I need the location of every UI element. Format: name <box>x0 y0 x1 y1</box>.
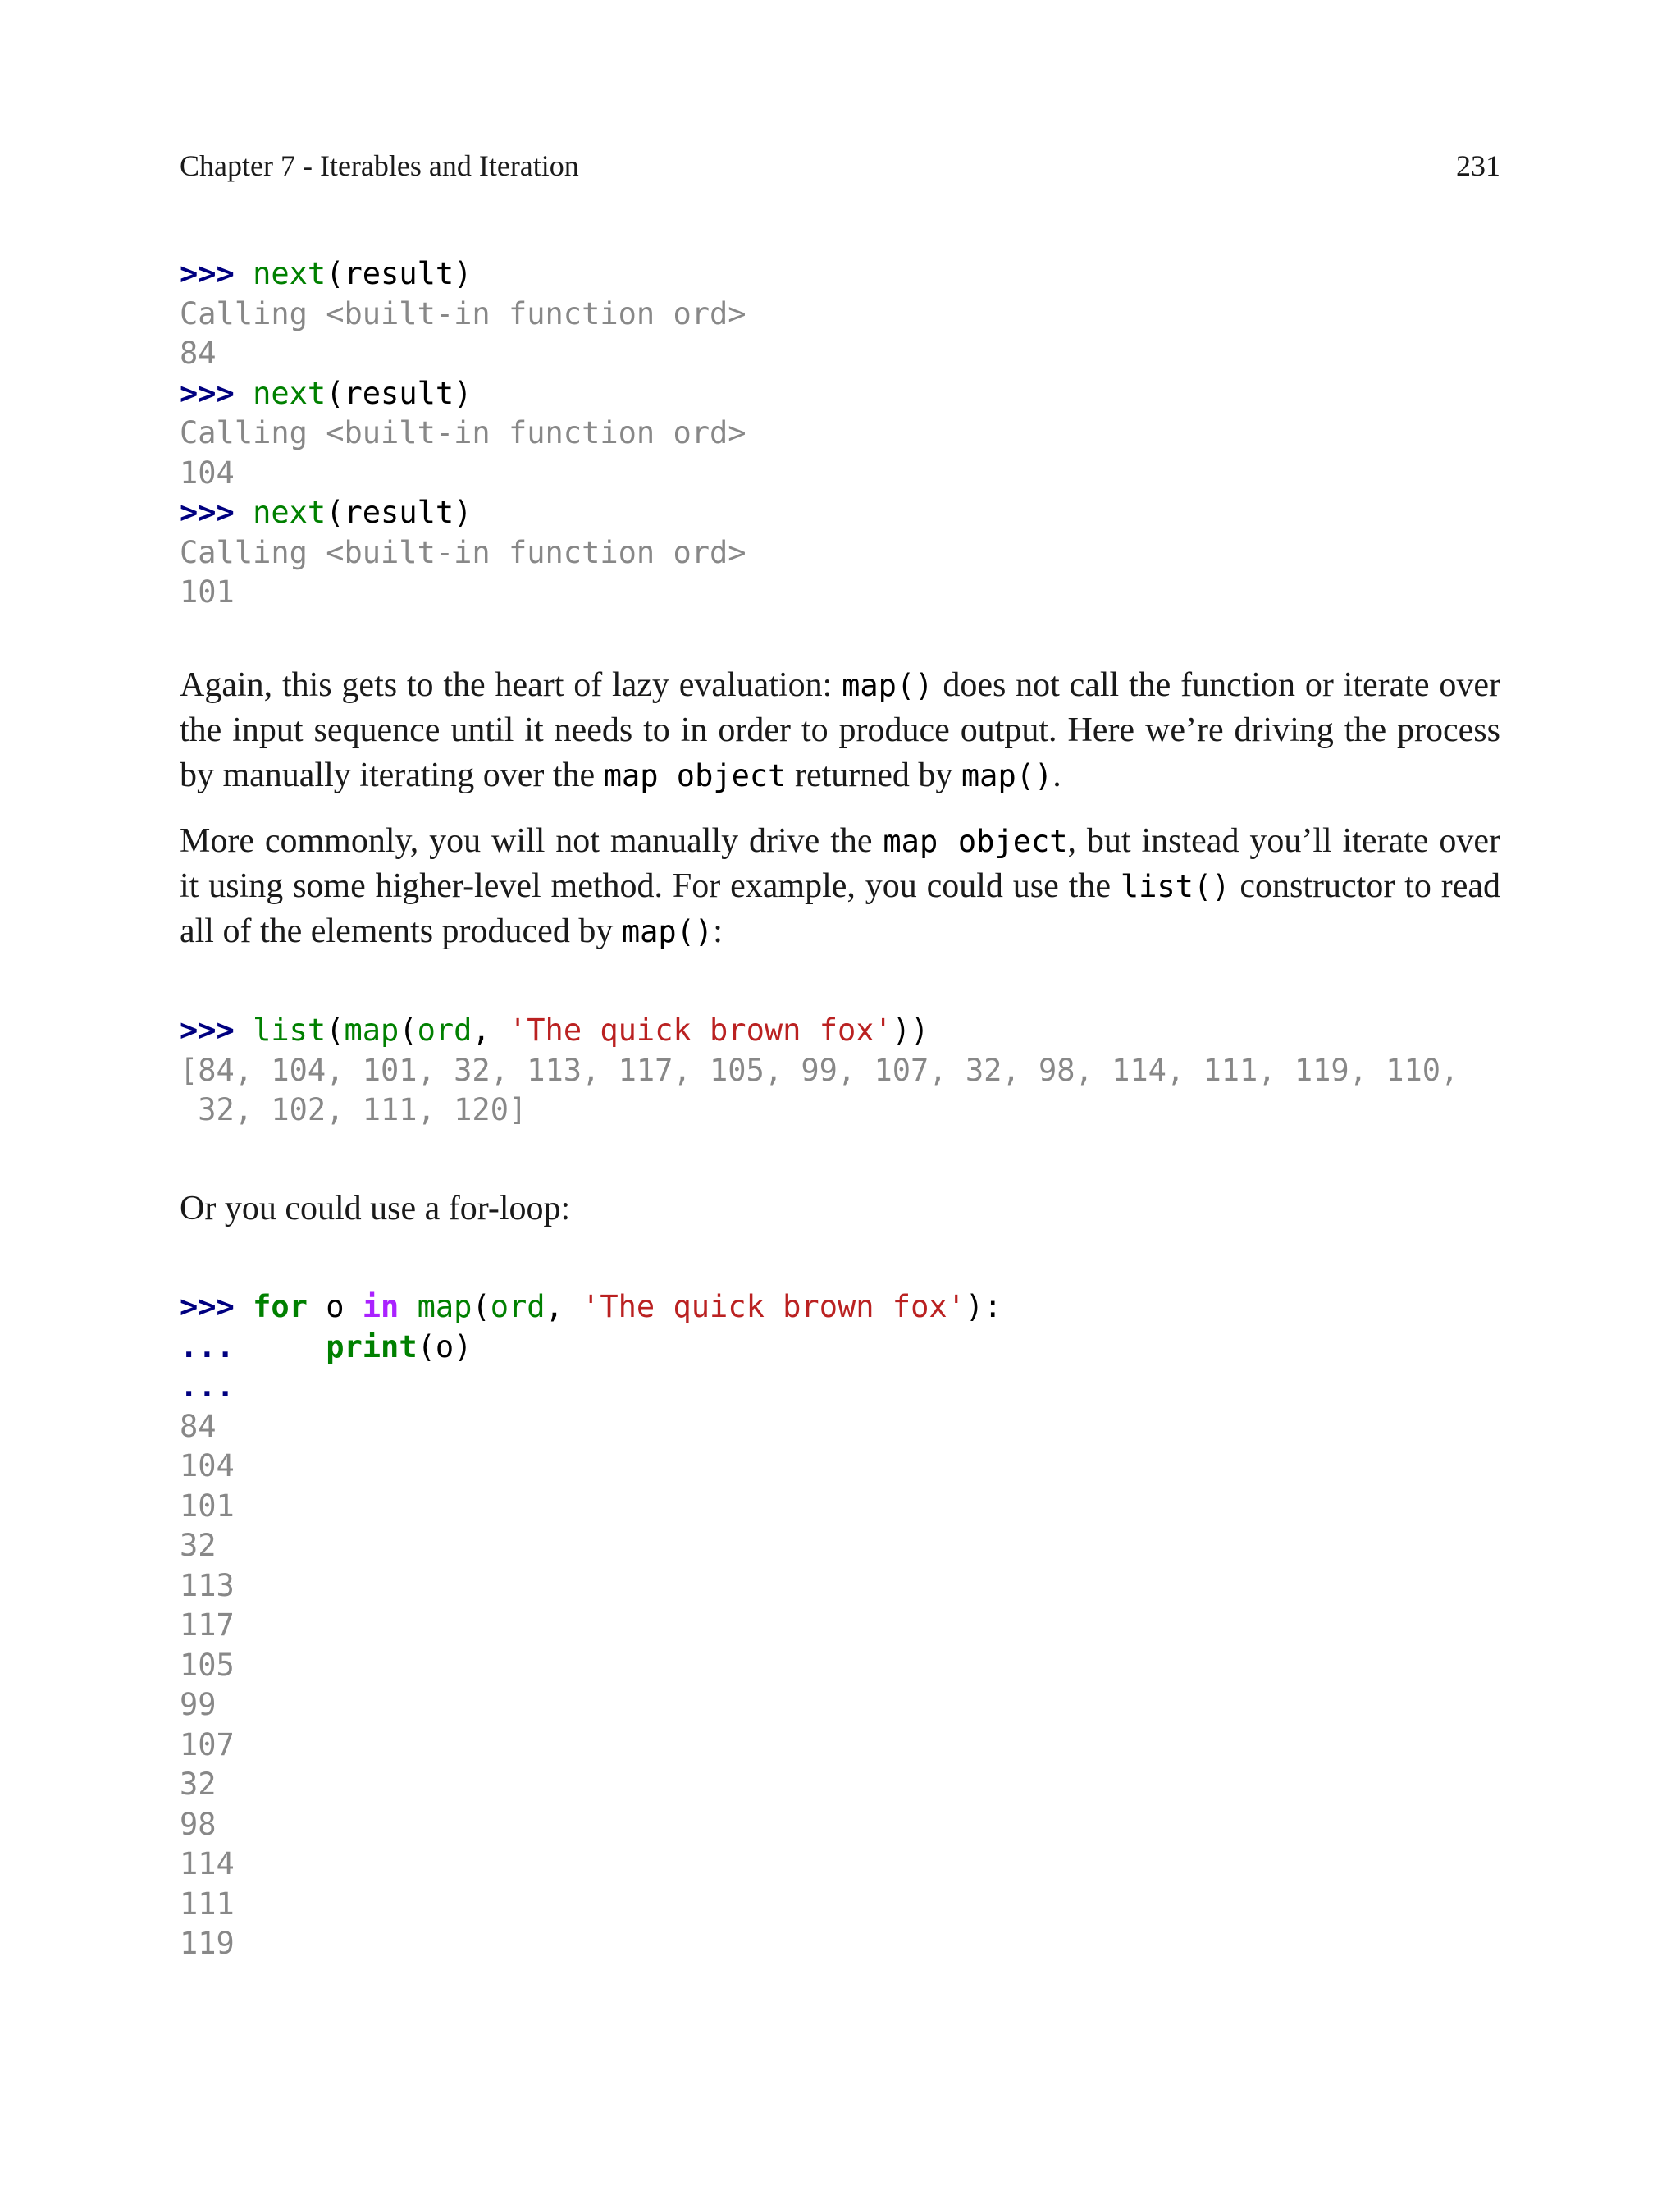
inline-code: map() <box>621 914 714 949</box>
repl-prompt: >>> <box>180 256 235 291</box>
code-keyword: print <box>326 1328 418 1364</box>
code-output: 111 <box>180 1886 235 1922</box>
code-output: 32 <box>180 1528 217 1563</box>
repl-prompt: >>> <box>180 375 235 411</box>
paragraph-lazy-evaluation <box>180 663 1500 816</box>
repl-prompt: >>> <box>180 495 235 530</box>
code-fn: map <box>344 1013 399 1048</box>
code-fn: next <box>253 256 326 291</box>
inline-code: map() <box>842 668 934 703</box>
code-output: 105 <box>180 1647 235 1683</box>
paragraph-list-constructor <box>180 819 1500 972</box>
code-keyword: in <box>362 1289 399 1324</box>
code-space <box>399 1289 417 1324</box>
code-string: 'The quick brown fox' <box>582 1289 966 1324</box>
code-line <box>180 254 1500 295</box>
text: Again, this gets to the heart of lazy evaluation: <box>180 666 842 704</box>
repl-prompt: >>> <box>180 1289 235 1324</box>
code-fn: ord <box>490 1289 546 1324</box>
text: . <box>1052 757 1061 794</box>
code-output: 114 <box>180 1846 235 1881</box>
code-output: 98 <box>180 1806 217 1842</box>
code-output: 84 <box>180 336 217 371</box>
text: Or you could use a for-loop: <box>180 1190 571 1227</box>
code-line <box>180 374 1500 414</box>
code-args: (result) <box>326 375 472 411</box>
code-fn: ord <box>417 1013 472 1048</box>
paragraph-for-loop <box>180 1186 1500 1250</box>
code-punct: ( <box>326 1013 345 1048</box>
code-output: 117 <box>180 1607 235 1643</box>
text: does not call the function or iterate over the input sequence until it needs to in order to produce output. Here we’re driving the process by manually iterating over the <box>180 666 1500 794</box>
code-output: 101 <box>180 574 235 610</box>
code-output: Calling <built-in function ord> <box>180 415 746 450</box>
code-punct: ( <box>472 1289 491 1324</box>
code-fn: list <box>253 1013 326 1048</box>
code-block-next-calls <box>180 254 1500 613</box>
code-output: 119 <box>180 1926 235 1961</box>
text: : <box>713 912 723 950</box>
repl-continuation: ... <box>180 1369 235 1404</box>
code-keyword: for <box>253 1289 308 1324</box>
code-output: Calling <built-in function ord> <box>180 534 746 570</box>
code-block-list-map <box>180 1011 1500 1131</box>
code-output: [84, 104, 101, 32, 113, 117, 105, 99, 107, 32, 98, 114, 111, 119, 110, <box>180 1052 1459 1088</box>
text: , but instead you’ll iterate over it using some higher-level method. For example, you could use the <box>180 822 1500 905</box>
code-output: 107 <box>180 1726 235 1762</box>
code-indent <box>235 1329 326 1364</box>
text: returned by <box>786 757 961 794</box>
repl-continuation: ... <box>180 1328 235 1364</box>
code-args: (result) <box>326 256 472 291</box>
inline-code: map object <box>883 824 1068 859</box>
code-args: (o) <box>417 1328 472 1364</box>
code-output: 104 <box>180 455 235 491</box>
code-fn: next <box>253 375 326 411</box>
code-block-for-loop <box>180 1287 1500 1964</box>
code-output: 84 <box>180 1408 217 1444</box>
code-output: 32, 102, 111, 120] <box>180 1092 527 1127</box>
code-string: 'The quick brown fox' <box>509 1013 892 1048</box>
code-var: o <box>307 1289 363 1324</box>
code-fn: map <box>417 1289 472 1324</box>
repl-prompt: >>> <box>180 1013 235 1048</box>
code-output: 32 <box>180 1767 217 1802</box>
inline-code: map object <box>603 758 787 793</box>
inline-code: list() <box>1120 869 1230 904</box>
code-fn: next <box>253 495 326 530</box>
code-output: 113 <box>180 1567 235 1603</box>
chapter-title: Chapter 7 - Iterables and Iteration <box>180 149 579 182</box>
inline-code: map() <box>961 758 1053 793</box>
text: More commonly, you will not manually drive the <box>180 822 883 860</box>
code-punct: )) <box>892 1013 929 1048</box>
page-number: 231 <box>1456 149 1500 182</box>
code-punct: , <box>472 1013 509 1048</box>
text: constructor to read all of the elements produced by <box>180 867 1500 950</box>
code-line <box>180 493 1500 533</box>
code-output: 104 <box>180 1448 235 1483</box>
code-args: (result) <box>326 495 472 530</box>
code-punct: ): <box>965 1289 1002 1324</box>
code-output: Calling <built-in function ord> <box>180 295 746 331</box>
code-punct: ( <box>399 1013 418 1048</box>
code-output: 101 <box>180 1488 235 1524</box>
code-punct: , <box>545 1289 582 1324</box>
code-output: 99 <box>180 1687 217 1722</box>
